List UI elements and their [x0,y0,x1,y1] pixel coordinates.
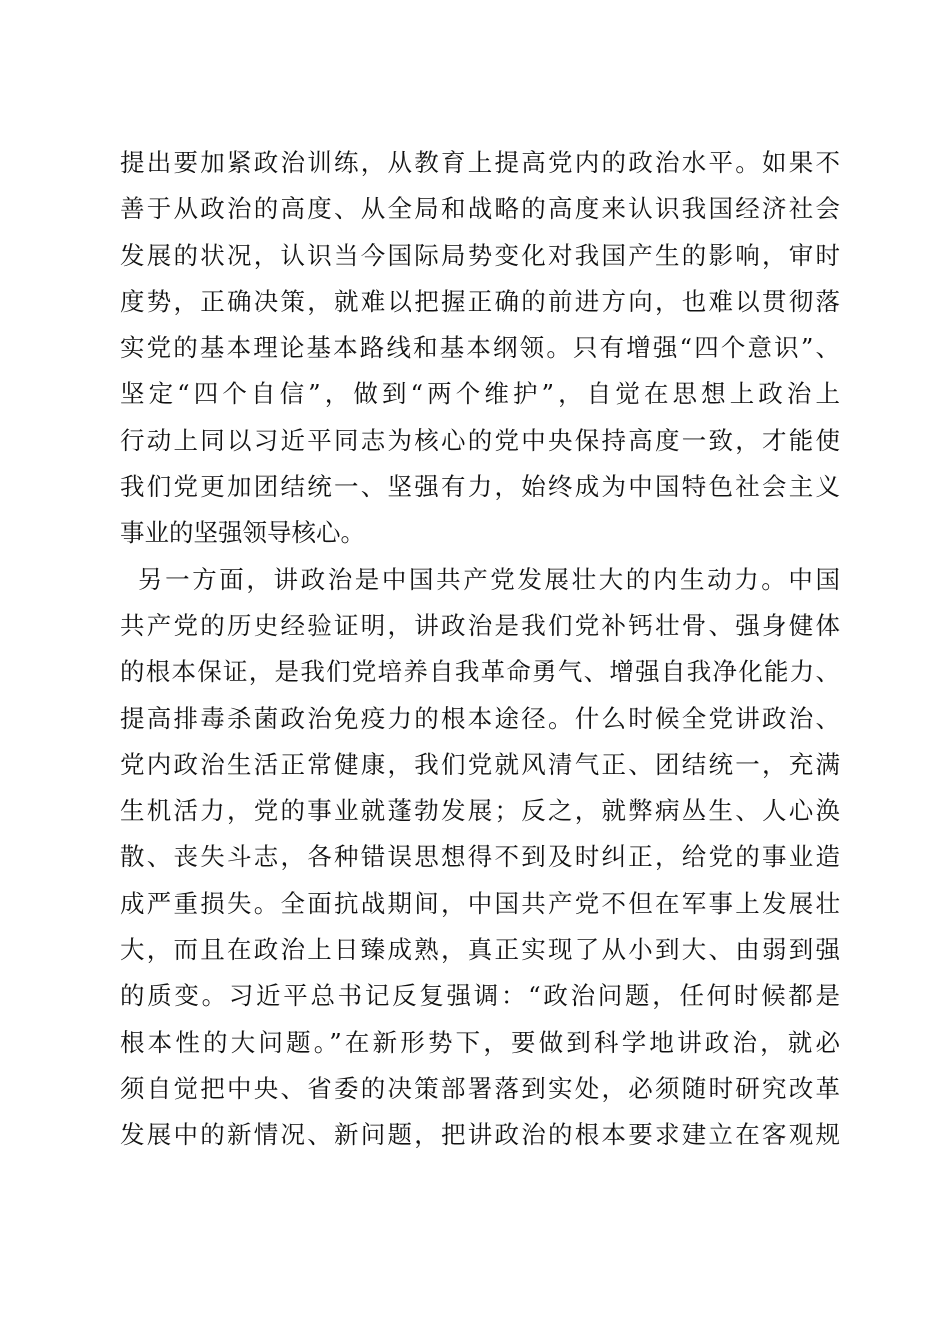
text-line: 实党的基本理论基本路线和基本纲领。只有增强“四个意识”、 [120,333,840,363]
body-text [120,140,840,1159]
text-line: 坚定“四个自信”，做到“两个维护”，自觉在思想上政治上 [120,379,840,409]
paragraph-2 [120,557,840,1159]
text-line: 的根本保证，是我们党培养自我革命勇气、增强自我净化能力、 [120,657,840,687]
text-line: 根本性的大问题。”在新形势下，要做到科学地讲政治，就必 [120,1027,840,1057]
text-line: 散、丧失斗志，各种错误思想得不到及时纠正，给党的事业造 [120,842,840,872]
text-line: 行动上同以习近平同志为核心的党中央保持高度一致，才能使 [120,425,840,455]
text-line: 另一方面，讲政治是中国共产党发展壮大的内生动力。中国 [138,564,840,594]
text-line: 共产党的历史经验证明，讲政治是我们党补钙壮骨、强身健体 [120,610,840,640]
text-line: 党内政治生活正常健康，我们党就风清气正、团结统一，充满 [120,749,840,779]
text-line: 善于从政治的高度、从全局和战略的高度来认识我国经济社会 [120,194,840,224]
text-line: 度势，正确决策，就难以把握正确的前进方向，也难以贯彻落 [120,286,840,316]
text-line: 大，而且在政治上日臻成熟，真正实现了从小到大、由弱到强 [120,935,840,965]
text-line: 提出要加紧政治训练，从教育上提高党内的政治水平。如果不 [120,148,840,177]
text-line: 我们党更加团结统一、坚强有力，始终成为中国特色社会主义 [120,472,840,502]
text-line: 发展的状况，认识当今国际局势变化对我国产生的影响，审时 [120,240,840,270]
text-line: 发展中的新情况、新问题，把讲政治的根本要求建立在客观规 [120,1120,840,1150]
text-line: 提高排毒杀菌政治免疫力的根本途径。什么时候全党讲政治、 [120,703,840,733]
text-line: 事业的坚强领导核心。 [120,518,365,548]
text-line: 的质变。习近平总书记反复强调：“政治问题，任何时候都是 [120,981,840,1011]
paragraph-1 [120,140,840,557]
text-line: 成严重损失。全面抗战期间，中国共产党不但在军事上发展壮 [120,888,840,918]
text-line: 须自觉把中央、省委的决策部署落到实处，必须随时研究改革 [120,1073,840,1103]
text-line: 生机活力，党的事业就蓬勃发展；反之，就弊病丛生、人心涣 [120,796,840,826]
